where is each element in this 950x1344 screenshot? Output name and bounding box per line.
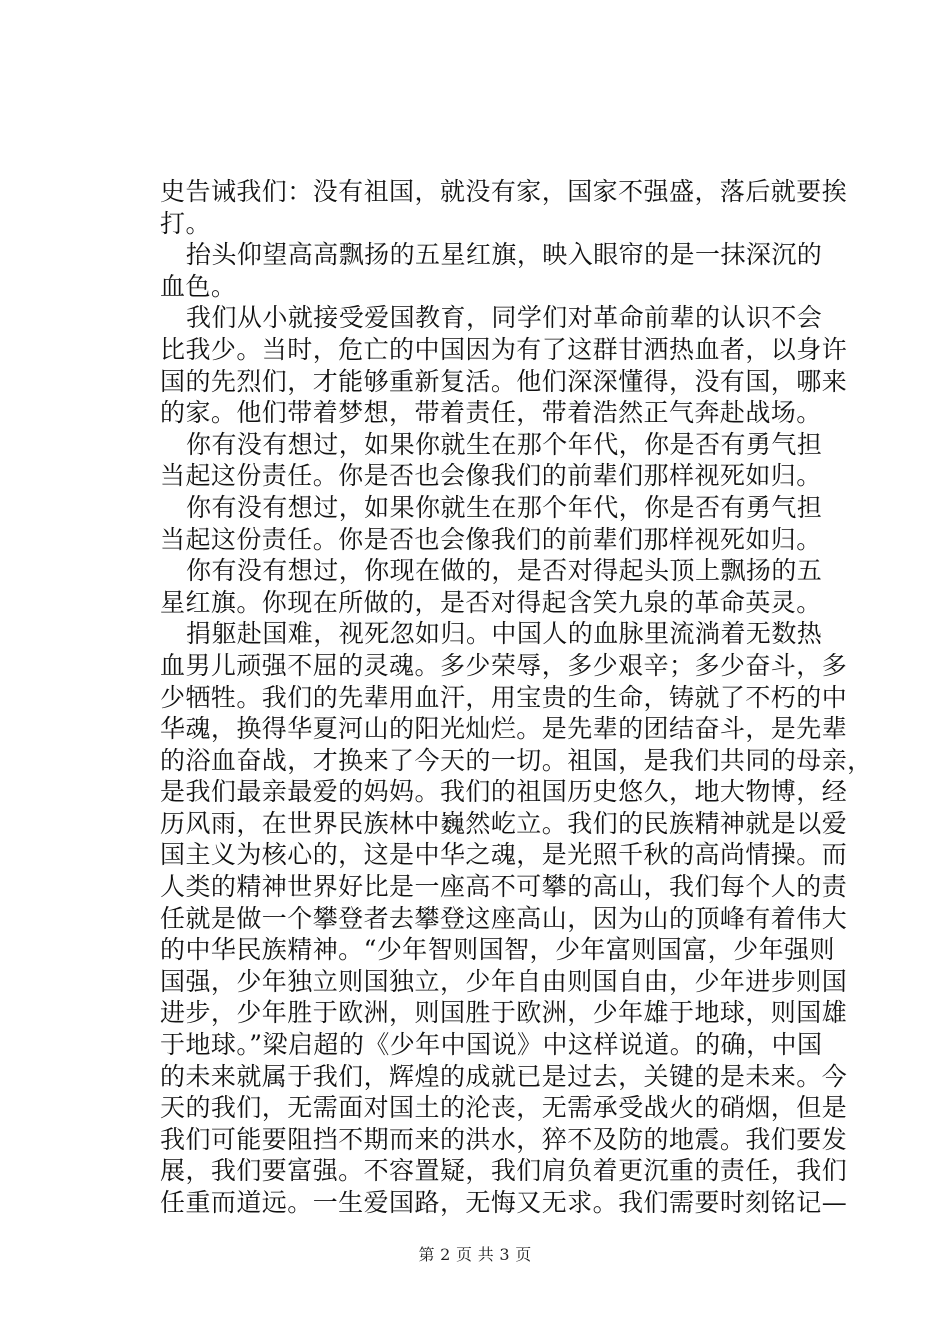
page-footer: 第 2 页 共 3 页	[418, 1245, 532, 1264]
text-line: 血男儿顽强不屈的灵魂。多少荣辱，多少艰辛；多少奋斗，多	[160, 650, 848, 680]
text-line: 的浴血奋战，才换来了今天的一切。祖国，是我们共同的母亲，	[160, 745, 873, 775]
text-line: 史告诫我们：没有祖国，就没有家，国家不强盛，落后就要挨	[160, 177, 848, 206]
text-line: 是我们最亲最爱的妈妈。我们的祖国历史悠久，地大物博，经	[160, 777, 848, 807]
text-line: 你有没有想过，如果你就生在那个年代，你是否有勇气担	[186, 492, 823, 522]
text-line: 当起这份责任。你是否也会像我们的前辈们那样视死如归。	[160, 461, 822, 491]
text-line: 国主义为核心的，这是中华之魂，是光照千秋的高尚情操。而	[160, 840, 848, 870]
text-line: 任重而道远。一生爱国路，无悔又无求。我们需要时刻铭记—	[160, 1188, 848, 1217]
body-text	[160, 176, 873, 1219]
text-line: 天的我们，无需面对国土的沦丧，无需承受战火的硝烟，但是	[160, 1093, 848, 1123]
text-line: 人类的精神世界好比是一座高不可攀的高山，我们每个人的责	[160, 872, 848, 902]
text-line: 少牺牲。我们的先辈用血汗，用宝贵的生命，铸就了不朽的中	[160, 682, 848, 712]
text-line: 国的先烈们，才能够重新复活。他们深深懂得，没有国，哪来	[160, 366, 848, 396]
text-line: 的中华民族精神。“少年智则国智，少年富则国富，少年强则	[160, 935, 835, 965]
text-line: 你有没有想过，你现在做的，是否对得起头顶上飘扬的五	[186, 556, 823, 586]
text-line: 我们可能要阻挡不期而来的洪水，猝不及防的地震。我们要发	[160, 1124, 848, 1154]
text-line: 的家。他们带着梦想，带着责任，带着浩然正气奔赴战场。	[160, 398, 822, 428]
text-line: 进步，少年胜于欧洲，则国胜于欧洲，少年雄于地球，则国雄	[160, 998, 848, 1028]
text-line: 国强，少年独立则国独立，少年自由则国自由，少年进步则国	[160, 966, 848, 996]
text-line: 于地球。”梁启超的《少年中国说》中这样说道。的确，中国	[160, 1030, 823, 1060]
text-line: 抬头仰望高高飘扬的五星红旗，映入眼帘的是一抹深沉的	[186, 240, 823, 270]
text-line: 历风雨，在世界民族林中巍然屹立。我们的民族精神就是以爱	[160, 808, 848, 838]
text-line: 星红旗。你现在所做的，是否对得起含笑九泉的革命英灵。	[160, 587, 822, 617]
text-line: 我们从小就接受爱国教育，同学们对革命前辈的认识不会	[186, 303, 823, 333]
text-line: 当起这份责任。你是否也会像我们的前辈们那样视死如归。	[160, 524, 822, 554]
text-line: 血色。	[160, 271, 237, 301]
text-line: 的未来就属于我们，辉煌的成就已是过去，关键的是未来。今	[160, 1061, 848, 1091]
text-line: 比我少。当时，危亡的中国因为有了这群甘洒热血者，以身许	[160, 334, 848, 364]
text-line: 华魂，换得华夏河山的阳光灿烂。是先辈的团结奋斗，是先辈	[160, 714, 848, 744]
text-line: 任就是做一个攀登者去攀登这座高山，因为山的顶峰有着伟大	[160, 903, 848, 933]
text-line: 你有没有想过，如果你就生在那个年代，你是否有勇气担	[186, 429, 823, 459]
text-line: 打。	[160, 208, 211, 238]
text-line: 展，我们要富强。不容置疑，我们肩负着更沉重的责任，我们	[160, 1156, 848, 1186]
text-line: 捐躯赴国难，视死忽如归。中国人的血脉里流淌着无数热	[186, 619, 823, 649]
